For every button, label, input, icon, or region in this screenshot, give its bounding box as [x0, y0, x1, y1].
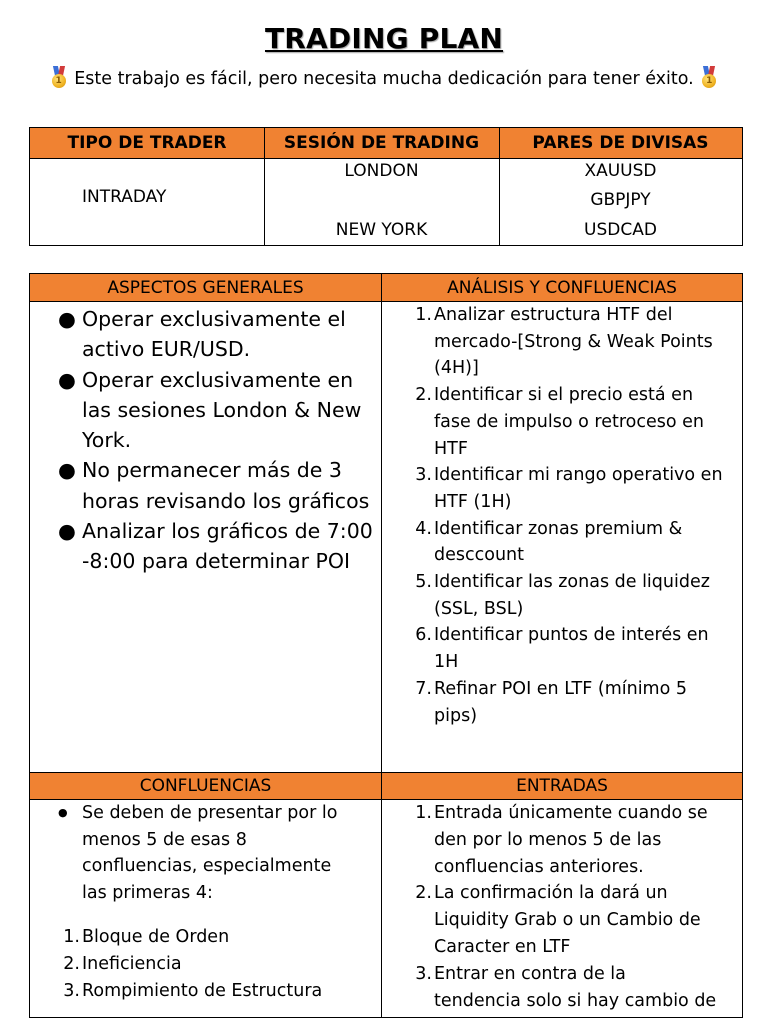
list-item: 3. Entrar en contra de la tendencia solo si hay cambio de — [415, 963, 717, 1011]
list-item: ● No permanecer más de 3 horas revisando los gráficos — [58, 458, 370, 513]
list-item: 3. Rompimiento de Estructura — [63, 981, 323, 1001]
page-title: TRADING PLAN — [264, 22, 504, 55]
medal-icon: 1 — [701, 66, 717, 88]
list-item: 1. Bloque de Orden — [63, 927, 230, 947]
session-london: LONDON — [344, 161, 419, 181]
header-trader-type-label: TIPO DE TRADER — [67, 133, 227, 153]
header-trading-session-label: SESIÓN DE TRADING — [283, 133, 480, 153]
header-confluences-label: CONFLUENCIAS — [139, 776, 272, 796]
header-currency-pairs-label: PARES DE DIVISAS — [532, 133, 709, 153]
header-analysis-label: ANÁLISIS Y CONFLUENCIAS — [447, 277, 677, 298]
top-table — [29, 127, 743, 246]
header-general-label: ASPECTOS GENERALES — [107, 277, 304, 298]
list-item: ● Se deben de presentar por lo menos 5 de esas 8 confluencias, especialmente las primeras 4: — [58, 803, 338, 903]
list-item: 3. Identificar mi rango operativo en HTF (1H) — [415, 465, 723, 512]
list-item: 1. Entrada únicamente cuando se den por lo menos 5 de las confluencias anteriores. — [415, 803, 708, 877]
confluences-intro — [58, 800, 372, 906]
list-item: 4. Identificar zonas premium & desccount — [415, 518, 683, 566]
general-list — [58, 304, 382, 577]
pair-xauusd: XAUUSD — [584, 161, 657, 181]
list-item: 6. Identificar puntos de interés en 1H — [415, 625, 709, 673]
header-general — [30, 274, 381, 301]
subtitle-text: Este trabajo es fácil, pero necesita mucha dedicación para tener éxito. — [74, 69, 694, 89]
list-item: 2. Ineficiencia — [63, 954, 182, 974]
header-analysis — [382, 274, 742, 301]
list-item: 2. Identificar si el precio está en fase de impulso o retroceso en HTF — [415, 385, 704, 459]
list-item: ● Operar exclusivamente el activo EUR/USD. — [58, 307, 346, 362]
header-entries — [382, 773, 742, 799]
pair-gbpjpy: GBPJPY — [590, 190, 651, 210]
header-confluences — [30, 773, 381, 799]
header-trading-session — [264, 128, 499, 158]
list-item: 2. La confirmación la dará un Liquidity Grab o un Cambio de Caracter en LTF — [415, 883, 701, 957]
confluences-list — [63, 924, 372, 1005]
header-currency-pairs — [499, 128, 742, 158]
medal-icon: 1 — [51, 66, 67, 88]
session-new-york: NEW YORK — [335, 220, 428, 240]
list-item: ● Analizar los gráficos de 7:00 -8:00 para determinar POI — [58, 519, 373, 574]
header-entries-label: ENTRADAS — [516, 776, 608, 796]
list-item: 5. Identificar las zonas de liquidez (SSL, BSL) — [415, 572, 710, 619]
list-item: 1. Analizar estructura HTF del mercado-[Strong & Weak Points (4H)] — [415, 305, 713, 379]
list-item: ● Operar exclusivamente en las sesiones London & New York. — [58, 367, 362, 453]
subtitle — [0, 66, 768, 89]
analysis-list — [415, 302, 744, 729]
trader-type-value: INTRADAY — [82, 187, 167, 207]
header-trader-type — [30, 128, 264, 158]
list-item: 7. Refinar POI en LTF (mínimo 5 pips) — [415, 678, 688, 726]
entries-list — [415, 800, 742, 1014]
pair-usdcad: USDCAD — [584, 220, 657, 240]
